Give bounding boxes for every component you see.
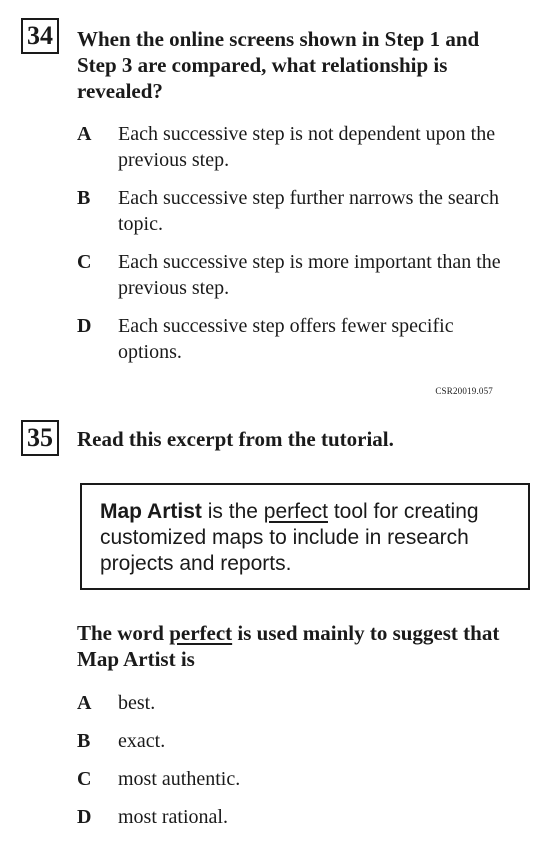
prompt-text-after: is used mainly to suggest that Map Artist is (77, 621, 500, 671)
option-letter: D (77, 315, 92, 337)
option-letter: A (77, 123, 92, 145)
option-letter: A (77, 692, 92, 714)
question-number-35: 35 (21, 420, 59, 456)
excerpt-bold-lead: Map Artist (100, 500, 202, 523)
option-text: exact. (118, 730, 166, 752)
option-text: Each successive step is not dependent upon the previous step. (118, 123, 496, 171)
excerpt-text-after: tool for creating customized maps to include in research projects and reports. (100, 500, 479, 575)
excerpt-text-before: is the (201, 500, 264, 523)
prompt-underlined-word: perfect (169, 621, 233, 645)
option-letter: C (77, 251, 92, 273)
option-letter: D (77, 806, 92, 828)
question-number-34: 34 (21, 18, 59, 54)
option-text: best. (118, 692, 156, 714)
question-35-prompt (77, 620, 517, 672)
question-34-stem: When the online screens shown in Step 1 and Step 3 are compared, what relationship is revealed? (77, 27, 480, 103)
excerpt-underlined-word: perfect (263, 500, 328, 523)
option-text: most authentic. (118, 768, 241, 790)
option-text: Each successive step offers fewer specific options. (118, 315, 454, 363)
option-text: most rational. (118, 806, 228, 828)
prompt-text-before: The word (77, 621, 170, 645)
option-letter: C (77, 768, 92, 790)
option-text: Each successive step further narrows the search topic. (118, 187, 499, 235)
tutorial-excerpt (80, 483, 530, 590)
option-text: Each successive step is more important than the previous step. (118, 251, 501, 299)
question-35-stem: Read this excerpt from the tutorial. (77, 427, 394, 451)
option-letter: B (77, 187, 91, 209)
item-code: CSR20019.057 (435, 386, 493, 396)
option-letter: B (77, 730, 91, 752)
